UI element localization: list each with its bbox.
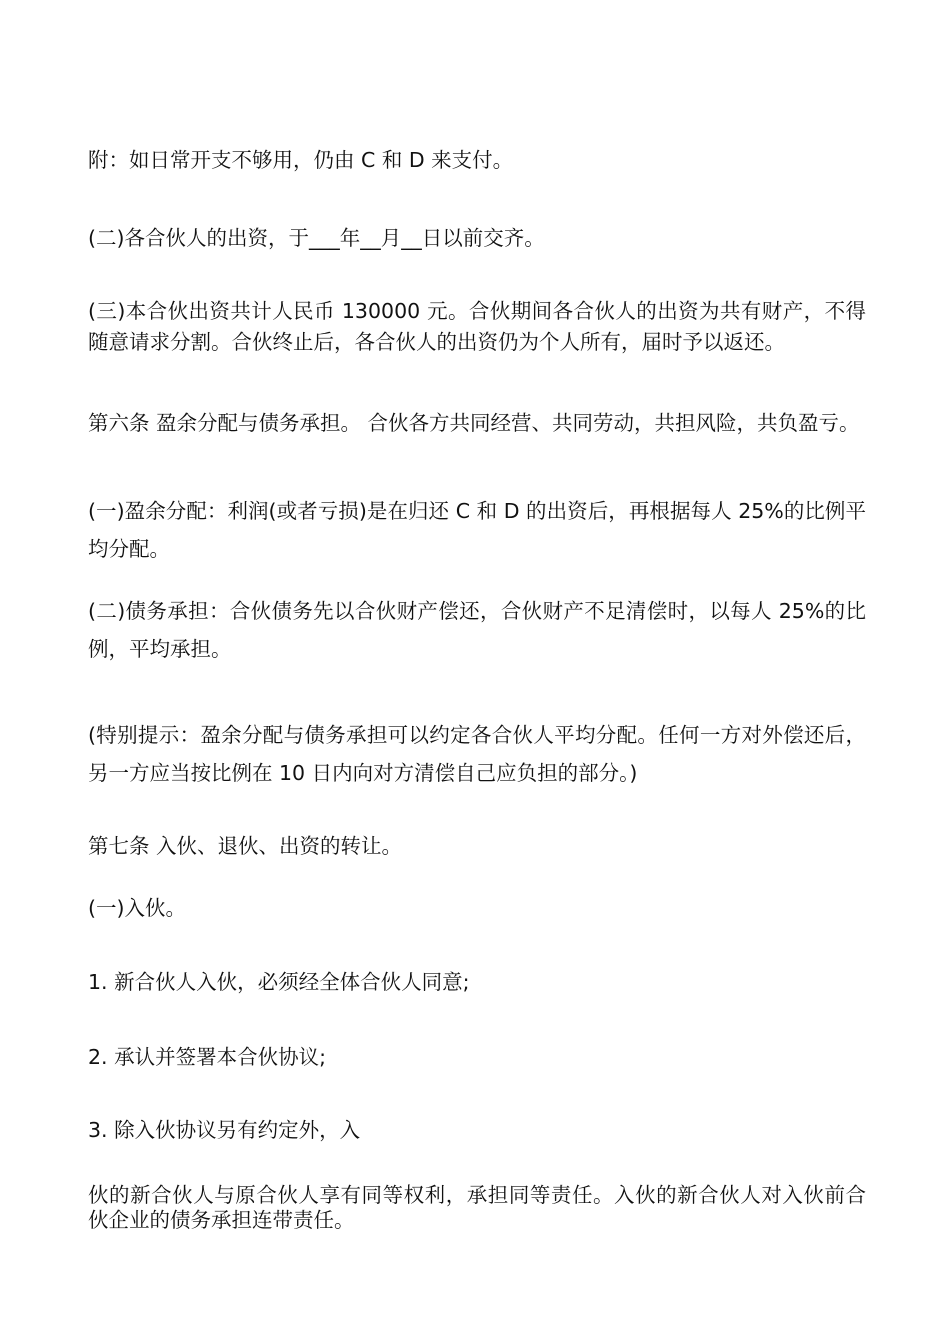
list-item-admission-3: 3. 除入伙协议另有约定外，入 (88, 1118, 361, 1142)
paragraph-article-seven: 第七条 入伙、退伙、出资的转让。 (88, 834, 403, 858)
paragraph-debt-bearing: (二)债务承担：合伙债务先以合伙财产偿还，合伙财产不足清偿时，以每人 25%的比例，平均承担。 (88, 599, 866, 661)
paragraph-contribution-deadline: (二)各合伙人的出资，于___年__月__日以前交齐。 (88, 226, 545, 250)
paragraph-profit-distribution: (一)盈余分配：利润(或者亏损)是在归还 C 和 D 的出资后，再根据每人 25%的比例平均分配。 (88, 499, 866, 561)
list-item-admission-2: 2. 承认并签署本合伙协议; (88, 1045, 326, 1069)
paragraph-article-six: 第六条 盈余分配与债务承担。 合伙各方共同经营、共同劳动，共担风险，共负盈亏。 (88, 411, 860, 435)
list-item-admission-1: 1. 新合伙人入伙，必须经全体合伙人同意; (88, 970, 470, 994)
paragraph-new-partner-rights: 伙的新合伙人与原合伙人享有同等权利，承担同等责任。入伙的新合伙人对入伙前合伙企业的债务承担连带责任。 (88, 1183, 866, 1232)
paragraph-special-note: (特别提示：盈余分配与债务承担可以约定各合伙人平均分配。任何一方对外偿还后，另一方应当按比例在 10 日内向对方清偿自己应负担的部分。) (88, 723, 866, 785)
paragraph-expense-note: 附：如日常开支不够用，仍由 C 和 D 来支付。 (88, 148, 514, 172)
paragraph-admission-heading: (一)入伙。 (88, 896, 186, 920)
paragraph-total-contribution: (三)本合伙出资共计人民币 130000 元。合伙期间各合伙人的出资为共有财产，不得随意请求分割。合伙终止后，各合伙人的出资仍为个人所有，届时予以返还。 (88, 299, 866, 354)
